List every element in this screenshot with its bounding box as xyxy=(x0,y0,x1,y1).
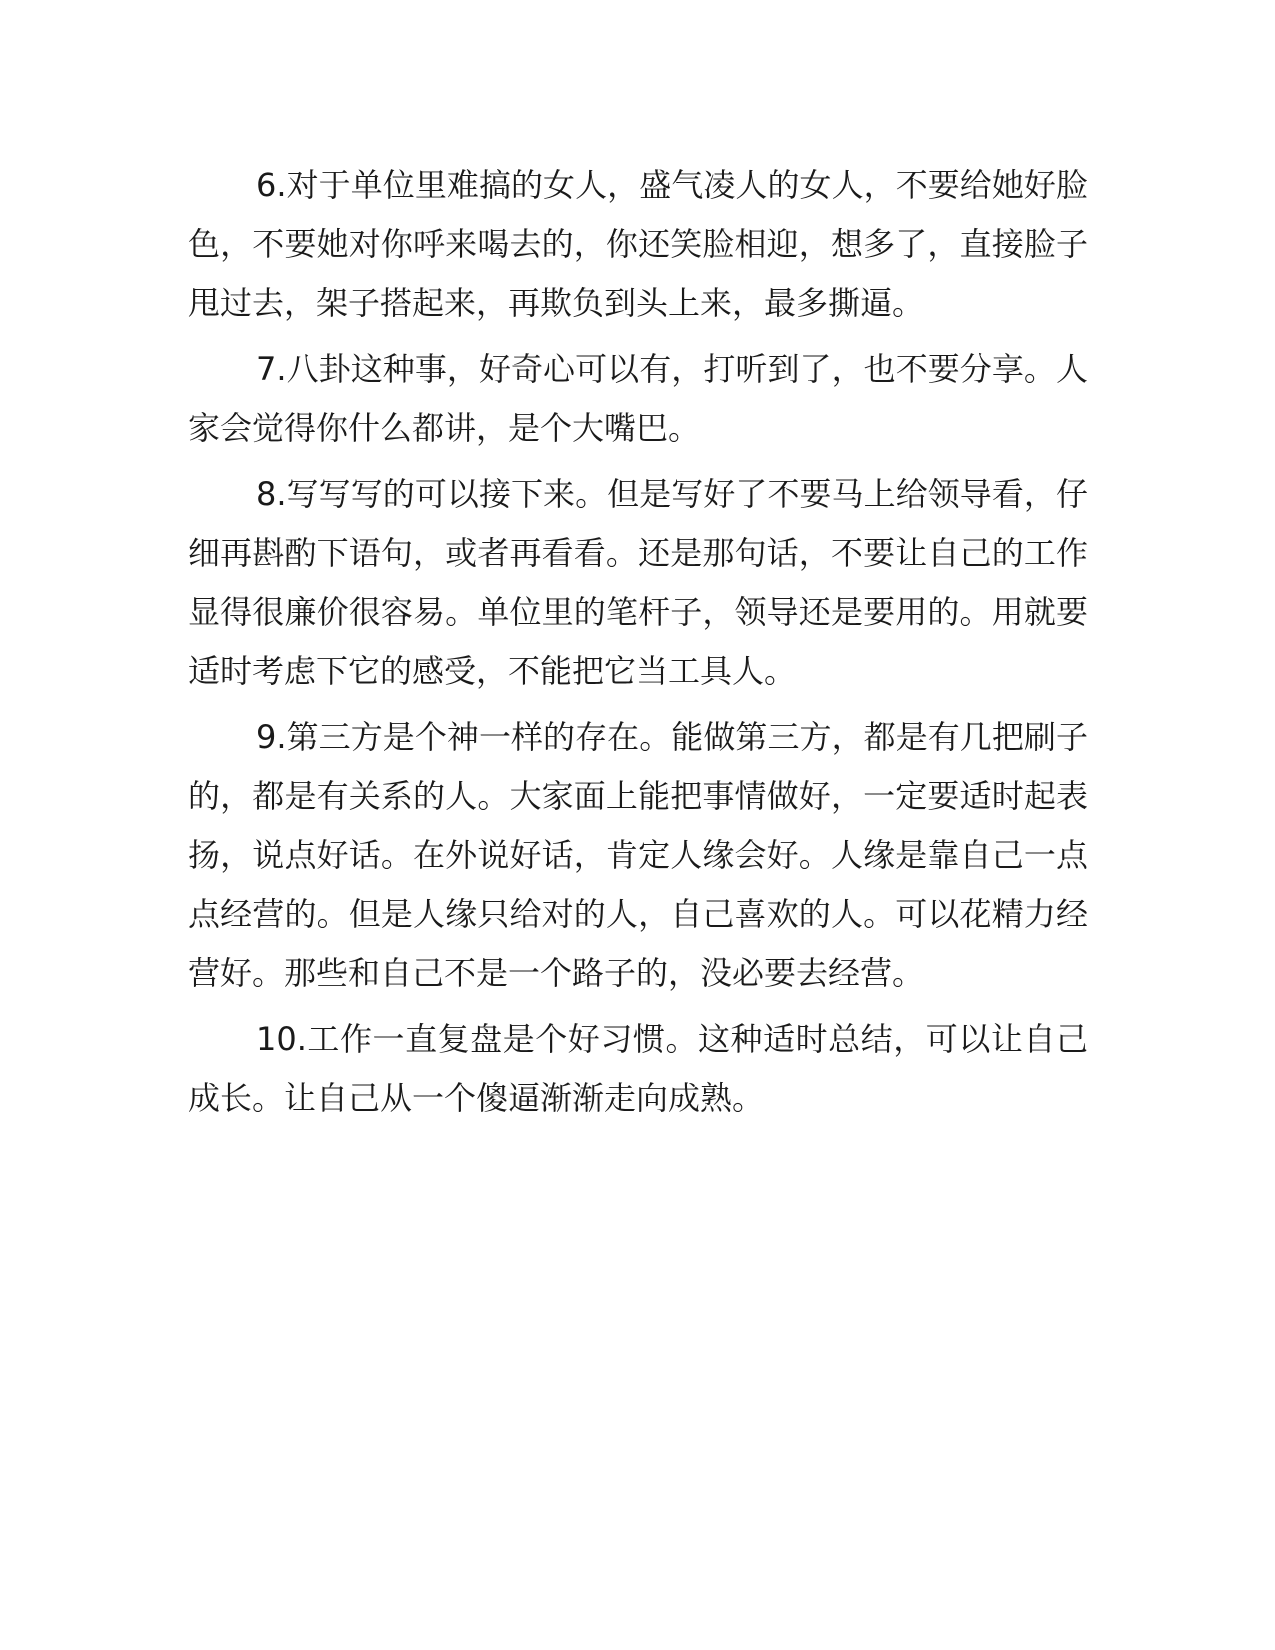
paragraph-9: 9.第三方是个神一样的存在。能做第三方，都是有几把刷子的，都是有关系的人。大家面上能把事情做好，一定要适时起表扬，说点好话。在外说好话，肯定人缘会好。人缘是靠自己一点点经营的。但是人缘只给对的人，自己喜欢的人。可以花精力经营好。那些和自己不是一个路子的，没必要去经营。 xyxy=(188,718,1088,992)
document-body xyxy=(188,156,1088,1135)
paragraph-6: 6.对于单位里难搞的女人，盛气凌人的女人，不要给她好脸色，不要她对你呼来喝去的，你还笑脸相迎，想多了，直接脸子甩过去，架子搭起来，再欺负到头上来，最多撕逼。 xyxy=(188,166,1088,322)
paragraph-10: 10.工作一直复盘是个好习惯。这种适时总结，可以让自己成长。让自己从一个傻逼渐渐走向成熟。 xyxy=(188,1020,1088,1117)
paragraph-8: 8.写写写的可以接下来。但是写好了不要马上给领导看，仔细再斟酌下语句，或者再看看。还是那句话，不要让自己的工作显得很廉价很容易。单位里的笔杆子，领导还是要用的。用就要适时考虑下它的感受，不能把它当工具人。 xyxy=(188,475,1088,690)
paragraph-7: 7.八卦这种事，好奇心可以有，打听到了，也不要分享。人家会觉得你什么都讲，是个大嘴巴。 xyxy=(188,350,1088,447)
